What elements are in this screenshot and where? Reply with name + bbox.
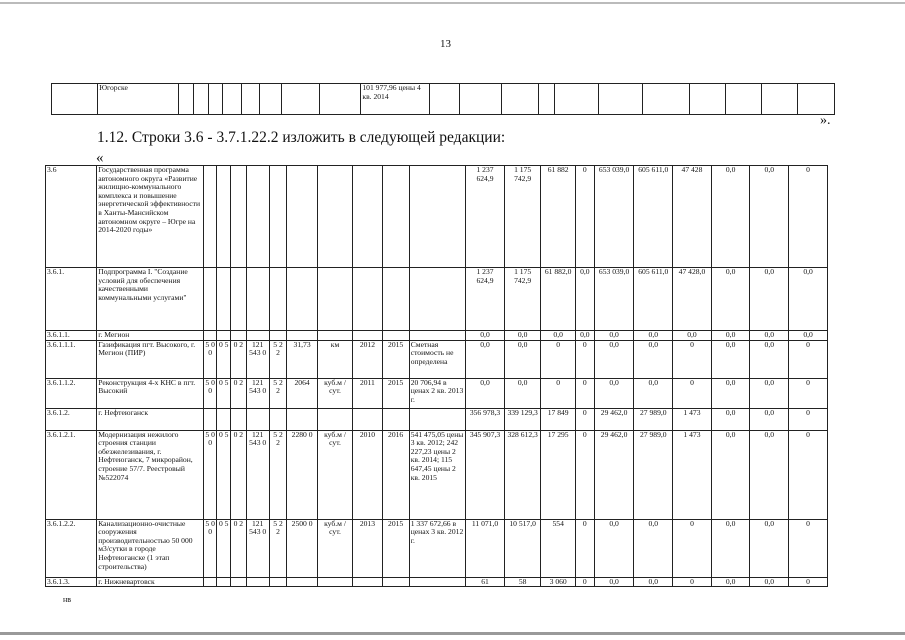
cell-k4 bbox=[246, 577, 269, 587]
cell-num: 3.6.1.1.2. bbox=[46, 378, 97, 408]
cell-v5: 0,0 bbox=[594, 378, 634, 408]
cell-v6: 605 611,0 bbox=[634, 268, 673, 331]
cell-cap bbox=[287, 577, 317, 587]
table-row bbox=[46, 268, 828, 331]
cell-y1: 2012 bbox=[353, 340, 382, 378]
cell-v2: 0,0 bbox=[504, 331, 541, 341]
cell-v9: 0,0 bbox=[750, 430, 789, 519]
cell-v4: 0,0 bbox=[575, 331, 594, 341]
cell-k3 bbox=[231, 408, 247, 430]
cell-v1: 1 237 624,9 bbox=[466, 268, 505, 331]
cell-y2 bbox=[382, 166, 409, 268]
cell-v10: 0,0 bbox=[789, 268, 828, 331]
cell-v6: 27 989,0 bbox=[634, 408, 673, 430]
table-row bbox=[46, 378, 828, 408]
cell-k2: 0 5 bbox=[217, 430, 231, 519]
cell-k2 bbox=[217, 166, 231, 268]
cell-k5 bbox=[269, 408, 287, 430]
cell-cap bbox=[287, 331, 317, 341]
cell-v2: 1 175 742,9 bbox=[504, 268, 541, 331]
cell-cap bbox=[287, 268, 317, 331]
cell-k3 bbox=[231, 577, 247, 587]
cell-v3: 17 295 bbox=[541, 430, 576, 519]
cell-v3: 0 bbox=[541, 340, 576, 378]
cell-v7: 47 428,0 bbox=[673, 268, 712, 331]
cell-v4: 0 bbox=[575, 408, 594, 430]
cell-v2: 58 bbox=[504, 577, 541, 587]
cell-v2: 10 517,0 bbox=[504, 519, 541, 577]
cell-unit bbox=[317, 268, 353, 331]
cell-name: Государственная программа автономного округа «Развитие жилищно-коммунального комплекса и повышение энергетической эффективности в Ханты-Мансийском автономном округе – Югре на 2014-2020 годы» bbox=[97, 166, 204, 268]
cell-v7: 1 473 bbox=[673, 430, 712, 519]
cell-v9: 0,0 bbox=[750, 331, 789, 341]
cell-v1: 11 071,0 bbox=[466, 519, 505, 577]
cell-v1: 0,0 bbox=[466, 378, 505, 408]
cell-k4: 121 543 0 bbox=[246, 378, 269, 408]
cell-v6: 0,0 bbox=[634, 378, 673, 408]
cell-v7: 0 bbox=[673, 378, 712, 408]
cell-v6: 0,0 bbox=[634, 577, 673, 587]
scan-border-bottom bbox=[0, 632, 905, 635]
cell-k5 bbox=[269, 331, 287, 341]
cell-unit bbox=[317, 577, 353, 587]
cell-est bbox=[409, 331, 465, 341]
closing-quote: ». bbox=[820, 113, 831, 128]
cell-name: Канализационно-очистные сооружения производительностью 50 000 м3/сутки в городе Нефтеюганске (1 этап строительства) bbox=[97, 519, 204, 577]
cell-v4: 0 bbox=[575, 166, 594, 268]
cell-name: Подпрограмма I. "Создание условий для обеспечения качественными коммунальными услугами" bbox=[97, 268, 204, 331]
cell-cap: 31,73 bbox=[287, 340, 317, 378]
cell-v8: 0,0 bbox=[711, 519, 750, 577]
cell-y1 bbox=[353, 166, 382, 268]
cell-v3: 3 060 bbox=[541, 577, 576, 587]
cell-v4: 0 bbox=[575, 430, 594, 519]
cell-v10: 0,0 bbox=[789, 331, 828, 341]
cell-k2 bbox=[217, 408, 231, 430]
cell-name: г. Нефтеюганск bbox=[97, 408, 204, 430]
cell-v9: 0,0 bbox=[750, 378, 789, 408]
cell-k1: 5 0 0 bbox=[203, 519, 217, 577]
cell-y1 bbox=[353, 408, 382, 430]
cell-cap: 2500 0 bbox=[287, 519, 317, 577]
cell-num: 3.6 bbox=[46, 166, 97, 268]
cell-v10: 0 bbox=[789, 340, 828, 378]
cell-v3: 0 bbox=[541, 378, 576, 408]
cell-est bbox=[409, 577, 465, 587]
cell-v3: 554 bbox=[541, 519, 576, 577]
cell-y1: 2010 bbox=[353, 430, 382, 519]
cell-est: 20 706,94 в ценах 2 кв. 2013 г. bbox=[409, 378, 465, 408]
cell-k4 bbox=[246, 166, 269, 268]
scan-border-top bbox=[0, 2, 905, 4]
cell-v5: 0,0 bbox=[594, 519, 634, 577]
cell-v4: 0 bbox=[575, 340, 594, 378]
cell-k4: 121 543 0 bbox=[246, 430, 269, 519]
cell-v4: 0,0 bbox=[575, 268, 594, 331]
prev-cost: 101 977,96 цены 4 кв. 2014 bbox=[361, 84, 429, 115]
cell-k1 bbox=[203, 577, 217, 587]
cell-v1: 0,0 bbox=[466, 340, 505, 378]
cell-y2 bbox=[382, 577, 409, 587]
cell-y1: 2013 bbox=[353, 519, 382, 577]
cell-v2: 0,0 bbox=[504, 378, 541, 408]
cell-y1: 2011 bbox=[353, 378, 382, 408]
footer-mark: нв bbox=[63, 595, 72, 604]
cell-v8: 0,0 bbox=[711, 577, 750, 587]
cell-k3: 0 2 bbox=[231, 519, 247, 577]
cell-v2: 0,0 bbox=[504, 340, 541, 378]
prev-place: Югорске bbox=[98, 84, 178, 115]
cell-v2: 339 129,3 bbox=[504, 408, 541, 430]
cell-v2: 328 612,3 bbox=[504, 430, 541, 519]
cell-k5: 5 2 2 bbox=[269, 430, 287, 519]
cell-v5: 653 039,0 bbox=[594, 268, 634, 331]
cell-v9: 0,0 bbox=[750, 340, 789, 378]
cell-v1: 345 907,3 bbox=[466, 430, 505, 519]
cell-name: Газификация пгт. Высокого, г. Мегион (ПИР) bbox=[97, 340, 204, 378]
cell-unit bbox=[317, 166, 353, 268]
cell-v5: 0,0 bbox=[594, 340, 634, 378]
cell-k5 bbox=[269, 268, 287, 331]
opening-quote: « bbox=[96, 150, 104, 166]
cell-k4: 121 543 0 bbox=[246, 519, 269, 577]
cell-k2 bbox=[217, 331, 231, 341]
cell-k3 bbox=[231, 166, 247, 268]
cell-k2: 0 5 bbox=[217, 340, 231, 378]
cell-cap bbox=[287, 166, 317, 268]
cell-v7: 0 bbox=[673, 340, 712, 378]
cell-k5: 5 2 2 bbox=[269, 519, 287, 577]
cell-k3: 0 2 bbox=[231, 340, 247, 378]
previous-table-fragment bbox=[51, 83, 835, 115]
cell-v10: 0 bbox=[789, 408, 828, 430]
cell-v10: 0 bbox=[789, 378, 828, 408]
cell-v6: 0,0 bbox=[634, 331, 673, 341]
cell-unit: куб.м / сут. bbox=[317, 519, 353, 577]
cell-v4: 0 bbox=[575, 378, 594, 408]
cell-v9: 0,0 bbox=[750, 519, 789, 577]
cell-v1: 1 237 624,9 bbox=[466, 166, 505, 268]
cell-v9: 0,0 bbox=[750, 166, 789, 268]
table-row bbox=[46, 331, 828, 341]
cell-k1 bbox=[203, 408, 217, 430]
cell-unit: куб.м / сут. bbox=[317, 430, 353, 519]
cell-v5: 29 462,0 bbox=[594, 408, 634, 430]
page-number: 13 bbox=[440, 38, 451, 50]
program-table bbox=[45, 165, 828, 587]
cell-v6: 27 989,0 bbox=[634, 430, 673, 519]
cell-k1: 5 0 0 bbox=[203, 378, 217, 408]
cell-v1: 0,0 bbox=[466, 331, 505, 341]
cell-num: 3.6.1.2.2. bbox=[46, 519, 97, 577]
cell-y2 bbox=[382, 268, 409, 331]
cell-k2: 0 5 bbox=[217, 519, 231, 577]
cell-v8: 0,0 bbox=[711, 268, 750, 331]
cell-k3: 0 2 bbox=[231, 378, 247, 408]
table-row bbox=[46, 166, 828, 268]
cell-v5: 29 462,0 bbox=[594, 430, 634, 519]
cell-v1: 61 bbox=[466, 577, 505, 587]
cell-num: 3.6.1. bbox=[46, 268, 97, 331]
cell-est: 541 475,05 цены 3 кв. 2012; 242 227,23 цены 2 кв. 2014; 115 647,45 цены 2 кв. 2015 bbox=[409, 430, 465, 519]
cell-v10: 0 bbox=[789, 519, 828, 577]
cell-v1: 356 978,3 bbox=[466, 408, 505, 430]
cell-v5: 0,0 bbox=[594, 331, 634, 341]
cell-name: г. Нижневартовск bbox=[97, 577, 204, 587]
cell-v7: 0,0 bbox=[673, 331, 712, 341]
cell-v5: 0,0 bbox=[594, 577, 634, 587]
cell-v9: 0,0 bbox=[750, 577, 789, 587]
cell-v9: 0,0 bbox=[750, 268, 789, 331]
cell-v9: 0,0 bbox=[750, 408, 789, 430]
cell-v8: 0,0 bbox=[711, 340, 750, 378]
cell-v3: 61 882 bbox=[541, 166, 576, 268]
cell-v6: 0,0 bbox=[634, 519, 673, 577]
cell-k2 bbox=[217, 577, 231, 587]
cell-k3 bbox=[231, 331, 247, 341]
cell-num: 3.6.1.2. bbox=[46, 408, 97, 430]
cell-est: 1 337 672,66 в ценах 3 кв. 2012 г. bbox=[409, 519, 465, 577]
table-row bbox=[46, 519, 828, 577]
cell-v3: 61 882,0 bbox=[541, 268, 576, 331]
cell-v3: 17 849 bbox=[541, 408, 576, 430]
cell-v6: 605 611,0 bbox=[634, 166, 673, 268]
cell-k2 bbox=[217, 268, 231, 331]
cell-v7: 47 428 bbox=[673, 166, 712, 268]
cell-v5: 653 039,0 bbox=[594, 166, 634, 268]
cell-k5: 5 2 2 bbox=[269, 378, 287, 408]
cell-unit bbox=[317, 331, 353, 341]
cell-k1 bbox=[203, 331, 217, 341]
cell-y1 bbox=[353, 577, 382, 587]
cell-cap: 2280 0 bbox=[287, 430, 317, 519]
cell-k3: 0 2 bbox=[231, 430, 247, 519]
cell-v7: 0 bbox=[673, 519, 712, 577]
cell-unit bbox=[317, 408, 353, 430]
cell-k4 bbox=[246, 408, 269, 430]
cell-k5 bbox=[269, 577, 287, 587]
cell-est: Сметная стоимость не определена bbox=[409, 340, 465, 378]
cell-cap bbox=[287, 408, 317, 430]
cell-name: Модернизация нежилого строения станции обезжелезивания, г. Нефтеюганск, 7 микрорайон, строение 57/7. Реестровый №522074 bbox=[97, 430, 204, 519]
cell-num: 3.6.1.1. bbox=[46, 331, 97, 341]
cell-num: 3.6.1.1.1. bbox=[46, 340, 97, 378]
table-row bbox=[46, 340, 828, 378]
cell-unit: км bbox=[317, 340, 353, 378]
cell-v4: 0 bbox=[575, 519, 594, 577]
cell-k4 bbox=[246, 331, 269, 341]
cell-v4: 0 bbox=[575, 577, 594, 587]
cell-cap: 2064 bbox=[287, 378, 317, 408]
cell-y2: 2015 bbox=[382, 519, 409, 577]
cell-k1 bbox=[203, 166, 217, 268]
cell-v8: 0,0 bbox=[711, 331, 750, 341]
cell-y2: 2015 bbox=[382, 378, 409, 408]
cell-est bbox=[409, 166, 465, 268]
cell-k3 bbox=[231, 268, 247, 331]
cell-est bbox=[409, 408, 465, 430]
cell-k1 bbox=[203, 268, 217, 331]
cell-k4: 121 543 0 bbox=[246, 340, 269, 378]
cell-k1: 5 0 0 bbox=[203, 340, 217, 378]
cell-y2: 2016 bbox=[382, 430, 409, 519]
cell-y2 bbox=[382, 408, 409, 430]
cell-v2: 1 175 742,9 bbox=[504, 166, 541, 268]
cell-unit: куб.м / сут. bbox=[317, 378, 353, 408]
cell-v8: 0,0 bbox=[711, 166, 750, 268]
cell-k1: 5 0 0 bbox=[203, 430, 217, 519]
cell-v6: 0,0 bbox=[634, 340, 673, 378]
cell-num: 3.6.1.3. bbox=[46, 577, 97, 587]
cell-v10: 0 bbox=[789, 577, 828, 587]
cell-num: 3.6.1.2.1. bbox=[46, 430, 97, 519]
cell-v10: 0 bbox=[789, 166, 828, 268]
cell-v7: 1 473 bbox=[673, 408, 712, 430]
cell-y2 bbox=[382, 331, 409, 341]
cell-name: г. Мегион bbox=[97, 331, 204, 341]
cell-y1 bbox=[353, 331, 382, 341]
cell-name: Реконструкция 4-х КНС в пгт. Высокий bbox=[97, 378, 204, 408]
cell-v7: 0 bbox=[673, 577, 712, 587]
cell-est bbox=[409, 268, 465, 331]
cell-k5 bbox=[269, 166, 287, 268]
cell-v8: 0,0 bbox=[711, 430, 750, 519]
section-heading: 1.12. Строки 3.6 - 3.7.1.22.2 изложить в следующей редакции: bbox=[97, 129, 506, 146]
cell-k4 bbox=[246, 268, 269, 331]
table-row bbox=[46, 430, 828, 519]
cell-v8: 0,0 bbox=[711, 378, 750, 408]
cell-v10: 0 bbox=[789, 430, 828, 519]
table-row bbox=[46, 577, 828, 587]
table-row bbox=[46, 408, 828, 430]
cell-k2: 0 5 bbox=[217, 378, 231, 408]
cell-k5: 5 2 2 bbox=[269, 340, 287, 378]
cell-y2: 2015 bbox=[382, 340, 409, 378]
cell-y1 bbox=[353, 268, 382, 331]
cell-v8: 0,0 bbox=[711, 408, 750, 430]
cell-v3: 0,0 bbox=[541, 331, 576, 341]
